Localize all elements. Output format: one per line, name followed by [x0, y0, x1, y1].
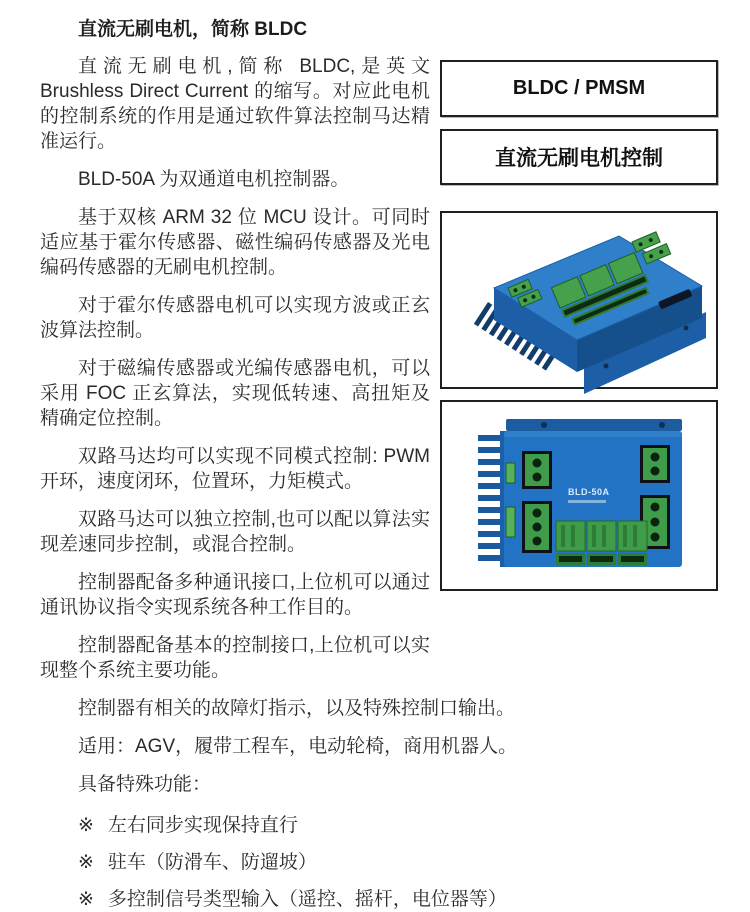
reference-mark-icon: ※ — [78, 889, 94, 910]
reference-mark-icon: ※ — [78, 852, 94, 873]
paragraph: 对于磁编传感器或光编传感器电机，可以采用 FOC 正玄算法，实现低转速、高扭矩及精确定位控制。 — [40, 358, 430, 429]
paragraph: 对于霍尔传感器电机可以实现方波或正玄波算法控制。 — [40, 295, 430, 341]
left-terminals-icon — [522, 451, 552, 553]
paragraph: 双路马达均可以实现不同模式控制: PWM 开环，速度闭环，位置环，力矩模式。 — [40, 446, 430, 492]
sidebar-column — [440, 60, 718, 591]
controller-front-image — [444, 405, 714, 586]
label-box-motor-control-text: 直流无刷电机控制 — [495, 147, 663, 170]
feature-item — [40, 813, 718, 838]
feature-text: 驻车（防滑车、防遛坡） — [107, 852, 317, 873]
label-box-motor-control — [440, 129, 718, 185]
product-photo-front — [440, 400, 718, 591]
paragraph: 适用：AGV，履带工程车，电动轮椅，商用机器人。 — [78, 736, 518, 757]
product-photo-isometric — [440, 211, 718, 389]
device-url-line — [568, 500, 606, 503]
paragraph: 控制器配备多种通讯接口,上位机可以通过通讯协议指令实现系统各种工作目的。 — [40, 572, 430, 618]
device-model-label: BLD-50A — [568, 487, 610, 497]
paragraph: 基于双核 ARM 32 位 MCU 设计。可同时适应基于霍尔传感器、磁性编码传感器及光电编码传感器的无刷电机控制。 — [40, 207, 430, 278]
bottom-connectors-icon — [556, 521, 647, 565]
paragraph: BLD-50A 为双通道电机控制器。 — [78, 169, 350, 190]
reference-mark-icon: ※ — [78, 815, 94, 836]
heatsink-fins-icon — [478, 431, 508, 567]
features-title: 具备特殊功能： — [78, 774, 212, 795]
controller-isometric-image — [444, 216, 714, 384]
page-title: 直流无刷电机，简称 BLDC — [78, 19, 308, 40]
paragraph: 双路马达可以独立控制,也可以配以算法实现差速同步控制，或混合控制。 — [40, 509, 430, 555]
feature-text: 多控制信号类型输入（遥控、摇杆，电位器等） — [107, 889, 507, 910]
feature-text: 左右同步实现保持直行 — [107, 815, 298, 836]
feature-item — [40, 887, 718, 912]
paragraph: 控制器配备基本的控制接口,上位机可以实现整个系统主要功能。 — [40, 635, 430, 681]
label-box-bldc-pmsm — [440, 60, 718, 117]
feature-item — [40, 850, 718, 875]
label-box-bldc-pmsm-text: BLDC / PMSM — [512, 77, 646, 99]
paragraph: 控制器有相关的故障灯指示，以及特殊控制口输出。 — [78, 698, 516, 719]
paragraph: 直流无刷电机,简称 BLDC,是英文 Brushless Direct Current 的缩写。对应此电机的控制系统的作用是通过软件算法控制马达精准运行。 — [40, 56, 430, 152]
